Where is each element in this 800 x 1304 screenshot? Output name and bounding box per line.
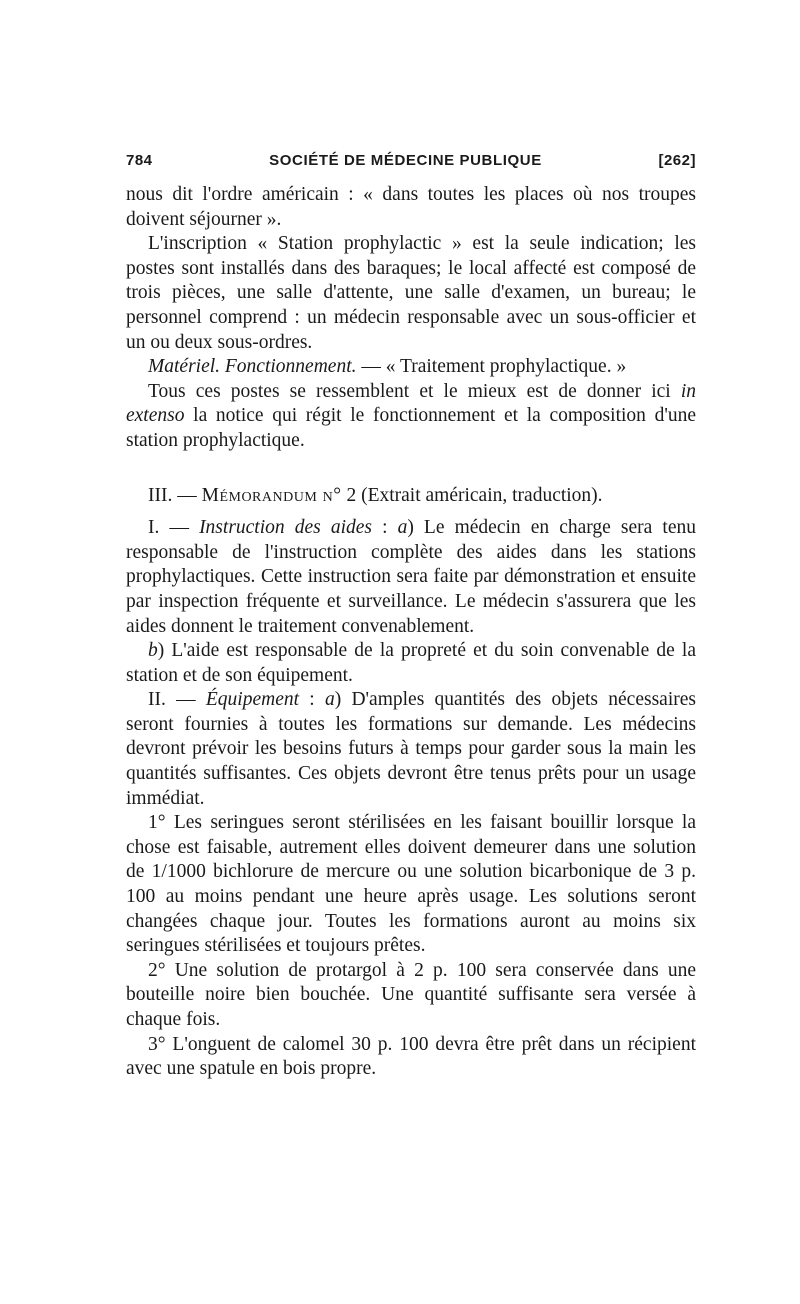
section-heading [126,484,696,509]
heading-smallcaps: Mémorandum n° [201,484,342,506]
body-text [126,183,696,1082]
paragraph-equipement [126,688,696,811]
postes-start: Tous ces postes se ressemblent et le mieux est de donner ici [148,380,681,402]
paragraph-continuation: nous dit l'ordre américain : « dans toutes les places où nos troupes doivent séjourner ». [126,184,696,230]
paragraph-aide [126,639,696,688]
instruction-italic: Instruction des aides [199,517,372,539]
instruction-rest: ) Le médecin en charge sera tenu responsable de l'instruction complète des aides dans les stations prophylactiques. Cette instruction sera faite par démonstration et ensuite par inspection fréquente et surveillance. Le médecin s'assurera que les aides donnent le traitement convenablement. [126,517,696,637]
equipement-italic: Équipement [205,689,300,711]
materiel-italic: Matériel. Fonctionnement. [148,356,357,378]
section-gap [126,454,696,484]
postes-rest: la notice qui régit le fonctionnement et la composition d'une station prophylactique. [126,405,696,451]
paragraph-seringues: 1° Les seringues seront stérilisées en les faisant bouillir lorsque la chose est faisable, autrement elles doivent demeurer dans une solution de 1/1000 bichlorure de mercure ou une solution bicarbonique de 3 p. 100 au moins pendant une heure après usage. Les solutions seront changées chaque jour. Toutes les formations auront au moins six seringues stérilisées et toujours prêtes. [126,812,696,957]
instruction-italic-a: a [397,517,408,539]
paragraph-protargol: 2° Une solution de protargol à 2 p. 100 sera conservée dans une bouteille noire bien bouchée. Une quantité suffisante sera versée à chaque fois. [126,959,696,1030]
heading-prefix: III. — [148,484,202,506]
paragraph-instruction [126,516,696,639]
paragraph-materiel [126,355,696,380]
paragraph-inscription: L'inscription « Station prophylactic » est la seule indication; les postes sont installés dans des baraques; le local affecté est composé de trois pièces, une salle d'attente, une salle d'examen, un bureau; le personnel comprend : un médecin responsable avec un sous-officier et un ou deux sous-ordres. [126,233,696,353]
equipement-italic-a: a [324,689,335,711]
heading-gap [126,508,696,516]
materiel-rest: — « Traitement prophylactique. » [356,356,627,378]
heading-rest: 2 (Extrait américain, traduction). [341,484,603,506]
equipement-mid: : [299,689,325,711]
instruction-mid: : [371,517,398,539]
aide-italic-b: b [148,640,158,662]
instruction-start: I. — [148,517,200,539]
aide-rest: ) L'aide est responsable de la propreté et du soin convenable de la station et de son équipement. [126,640,696,686]
bracket-page-number: [262] [658,152,696,169]
equipement-start: II. — [148,689,206,711]
paragraph-calomel: 3° L'onguent de calomel 30 p. 100 devra être prêt dans un récipient avec une spatule en bois propre. [126,1033,696,1080]
document-page [126,152,696,1082]
paragraph-postes [126,380,696,454]
equipement-rest: ) D'amples quantités des objets nécessaires seront fournies à toutes les formations sur demande. Les médecins devront prévoir les besoins futurs à temps pour garder sous la main les quantités suffisantes. Ces objets devront être tenus prêts pour un usage immédiat. [126,689,696,809]
page-number: 784 [126,152,153,169]
running-title: SOCIÉTÉ DE MÉDECINE PUBLIQUE [269,152,542,169]
postes-italic: in extenso [126,380,696,427]
running-header [126,152,696,169]
